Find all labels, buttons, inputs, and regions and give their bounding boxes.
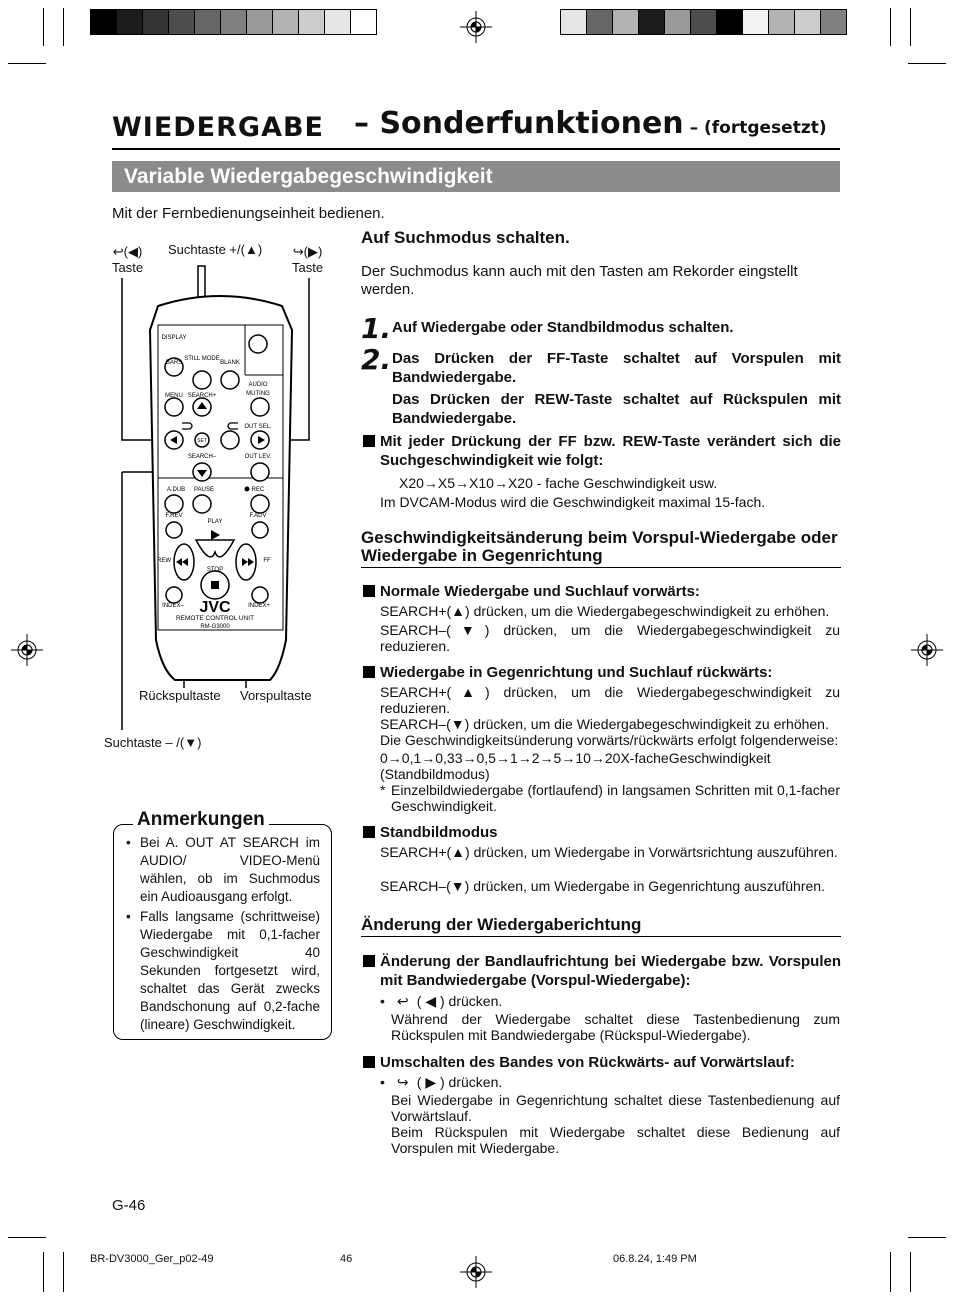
still-text-1: SEARCH+(▲) drücken, um Wiedergabe in Vorwärtsrichtung auszuführen.: [380, 844, 838, 860]
dir2-text-1: Bei Wiedergabe in Gegenrichtung schaltet diese Tastenbedienung auf Vorwärtslauf.: [391, 1092, 840, 1124]
title-sonderfunktionen: – Sonderfunktionen – (fortgesetzt): [354, 106, 827, 141]
label-rew: Rückspultaste: [139, 688, 221, 703]
svg-text:DISPLAY: DISPLAY: [161, 335, 187, 341]
remote-control-illustration: [100, 240, 340, 760]
bullet-still: Standbildmodus: [361, 823, 841, 842]
registration-mark-top: [460, 11, 492, 43]
heading-direction: Änderung der Wiedergaberichtung: [361, 916, 841, 937]
color-swatch: [169, 10, 195, 34]
heading-search-mode: Auf Suchmodus schalten.: [361, 228, 570, 247]
color-swatch: [221, 10, 247, 34]
color-swatch: [351, 10, 376, 34]
svg-text:SEARCH–: SEARCH–: [187, 454, 217, 460]
svg-text:REW: REW: [157, 558, 171, 564]
svg-text:BARS: BARS: [165, 360, 183, 366]
reverse-note: Einzelbildwiedergabe (fortlaufend) in langsamen Schritten mit 0,1-facher Geschwindigkeit.: [391, 782, 840, 814]
heading-speed-change: Geschwindigkeitsänderung beim Vorspul-Wiedergabe oder Wiedergabe in Gegenrichtung: [361, 529, 841, 568]
svg-text:SET: SET: [197, 438, 207, 444]
bullet-normal: Normale Wiedergabe und Suchlauf vorwärts:: [361, 582, 841, 601]
bullet-direction-1: Änderung der Bandlaufrichtung bei Wiedergabe bzw. Vorspulen mit Bandwiedergabe (Vorspul-Wiedergabe):: [361, 952, 841, 990]
still-text-2: SEARCH–(▼) drücken, um Wiedergabe in Gegenrichtung auszuführen.: [380, 878, 825, 894]
svg-text:FF: FF: [263, 558, 271, 564]
svg-text:REMOTE CONTROL UNIT: REMOTE CONTROL UNIT: [175, 615, 255, 622]
svg-text:F.REV: F.REV: [165, 513, 183, 519]
page-number: G-46: [112, 1197, 146, 1214]
label-ff-key: ↪(▶) Taste: [292, 244, 324, 275]
dir2-text-2: Beim Rückspulen mit Wiedergabe schaltet diese Bedienung auf Vorspulen mit Wiedergabe.: [391, 1124, 840, 1156]
bullet-reverse: Wiedergabe in Gegenrichtung und Suchlauf rückwärts:: [361, 663, 841, 682]
svg-text:PAUSE: PAUSE: [194, 487, 214, 493]
label-rew-key: ↩(◀) Taste: [112, 244, 144, 275]
svg-text:RM-G3000: RM-G3000: [200, 624, 230, 630]
notes-title: Anmerkungen: [133, 809, 269, 831]
color-swatch: [195, 10, 221, 34]
svg-text:REC: REC: [251, 487, 265, 493]
footer-file: BR-DV3000_Ger_p02-49: [90, 1253, 214, 1265]
reverse-sequence: 0→0,1→0,33→0,5→1→2→5→10→20X-facheGeschwindigkeit (Standbildmodus): [380, 750, 771, 782]
color-swatch: [743, 10, 769, 34]
color-swatch: [117, 10, 143, 34]
search-mode-text: Der Suchmodus kann auch mit den Tasten am Rekorder eingstellt werden.: [361, 263, 798, 298]
footer-page: 46: [340, 1253, 353, 1265]
color-swatch: [247, 10, 273, 34]
svg-text:F.ADV: F.ADV: [249, 513, 267, 519]
dir1-key-line: • ↩ ( ◀ ) drücken.: [380, 993, 503, 1009]
dir2-key-line: • ↪ ( ▶ ) drücken.: [380, 1074, 503, 1090]
color-bars-right: [560, 9, 847, 35]
forward-play-icon: ↪: [292, 244, 304, 259]
title-continued: – (fortgesetzt): [689, 118, 827, 138]
svg-text:OUT LEV.: OUT LEV.: [244, 454, 272, 460]
svg-text:PLAY: PLAY: [207, 519, 223, 525]
registration-mark-left: [11, 634, 43, 666]
footer-date: 06.8.24, 1:49 PM: [613, 1253, 697, 1265]
svg-text:MENU: MENU: [165, 393, 183, 399]
color-swatch: [795, 10, 821, 34]
registration-mark-right: [911, 634, 943, 666]
color-swatch: [91, 10, 117, 34]
color-swatch: [769, 10, 795, 34]
label-search-plus: Suchtaste +/(▲): [168, 242, 263, 257]
registration-mark-bottom: [460, 1256, 492, 1288]
svg-text:STILL MODE: STILL MODE: [184, 356, 220, 362]
note-item: • Falls langsame (schrittweise) Wiedergabe mit 0,1-facher Geschwindigkeit 40 Sekunden fortgesetzt wird, schaltet das Gerät zwecks Bandschonung auf 0,2-fache (lineare) Geschwindigkeit.: [126, 908, 320, 1034]
svg-text:INDEX+: INDEX+: [248, 603, 270, 609]
color-swatch: [143, 10, 169, 34]
reverse-play-icon: ↩: [396, 993, 409, 1009]
color-swatch: [717, 10, 743, 34]
svg-text:INDEX–: INDEX–: [162, 603, 184, 609]
svg-text:OUT SEL.: OUT SEL.: [244, 424, 272, 430]
normal-text-2: SEARCH–(▼) drücken, um die Wiedergabegeschwindigkeit zu reduzieren.: [380, 622, 840, 654]
svg-text:A.DUB: A.DUB: [166, 487, 186, 493]
color-swatch: [587, 10, 613, 34]
dir1-text: Während der Wiedergabe schaltet diese Tastenbedienung zum Rückspulen mit Bandwiedergabe (Rückspul-Wiedergabe).: [391, 1011, 840, 1043]
svg-text:STOP: STOP: [206, 567, 224, 573]
section-heading: Variable Wiedergabegeschwindigkeit: [112, 161, 840, 192]
page-title: [112, 108, 840, 150]
color-swatch: [273, 10, 299, 34]
reverse-text-3: Die Geschwindigkeitsünderung vorwärts/rückwärts erfolgt folgenderweise:: [380, 732, 839, 748]
svg-text:BLANK: BLANK: [220, 360, 240, 366]
reverse-text-2: SEARCH–(▼) drücken, um die Wiedergabegeschwindigkeit zu erhöhen.: [380, 716, 829, 732]
svg-text:SEARCH+: SEARCH+: [187, 393, 217, 399]
notes-box: [113, 824, 332, 1040]
speed-dvcam: Im DVCAM-Modus wird die Geschwindigkeit maximal 15-fach.: [380, 494, 766, 510]
color-swatch: [561, 10, 587, 34]
svg-text:AUDIO: AUDIO: [248, 382, 268, 388]
normal-text-1: SEARCH+(▲) drücken, um die Wiedergabegeschwindigkeit zu erhöhen.: [380, 603, 830, 619]
label-search-minus: Suchtaste – /(▼): [104, 735, 202, 750]
color-swatch: [691, 10, 717, 34]
svg-text:JVC: JVC: [199, 599, 231, 616]
bullet-direction-2: Umschalten des Bandes von Rückwärts- auf Vorwärtslauf:: [361, 1053, 841, 1072]
forward-play-icon: ↪: [396, 1074, 409, 1090]
title-wiedergabe: WIEDERGABE: [112, 112, 324, 143]
intro-text: Mit der Fernbedienungseinheit bedienen.: [112, 205, 385, 222]
speed-sequence: X20→X5→X10→X20 - fache Geschwindigkeit usw.: [399, 475, 718, 491]
bullet-speed: Mit jeder Drückung der FF bzw. REW-Taste verändert sich die Suchgeschwindigkeit wie folgt:: [361, 432, 841, 470]
color-swatch: [665, 10, 691, 34]
asterisk: *: [380, 782, 386, 798]
step-2: 2. Das Drücken der FF-Taste schaltet auf Vorspulen mit Bandwiedergabe. Das Drücken der REW-Taste schaltet auf Rückspulen mit Bandwiedergabe.: [361, 343, 841, 427]
note-item: • Bei A. OUT AT SEARCH im AUDIO/ VIDEO-Menü wählen, ob im Suchmodus ein Audioausgang erfolgt.: [126, 834, 320, 906]
color-swatch: [325, 10, 351, 34]
color-swatch: [613, 10, 639, 34]
label-ff: Vorspultaste: [240, 688, 312, 703]
color-bars-left: [90, 9, 377, 35]
svg-text:MUTING: MUTING: [246, 391, 270, 397]
reverse-text-1: SEARCH+(▲) drücken, um die Wiedergabegeschwindigkeit zu reduzieren.: [380, 684, 840, 716]
color-swatch: [639, 10, 665, 34]
step-1: 1. Auf Wiedergabe oder Standbildmodus schalten.: [361, 312, 734, 345]
reverse-play-icon: ↩: [112, 244, 124, 259]
color-swatch: [821, 10, 846, 34]
color-swatch: [299, 10, 325, 34]
